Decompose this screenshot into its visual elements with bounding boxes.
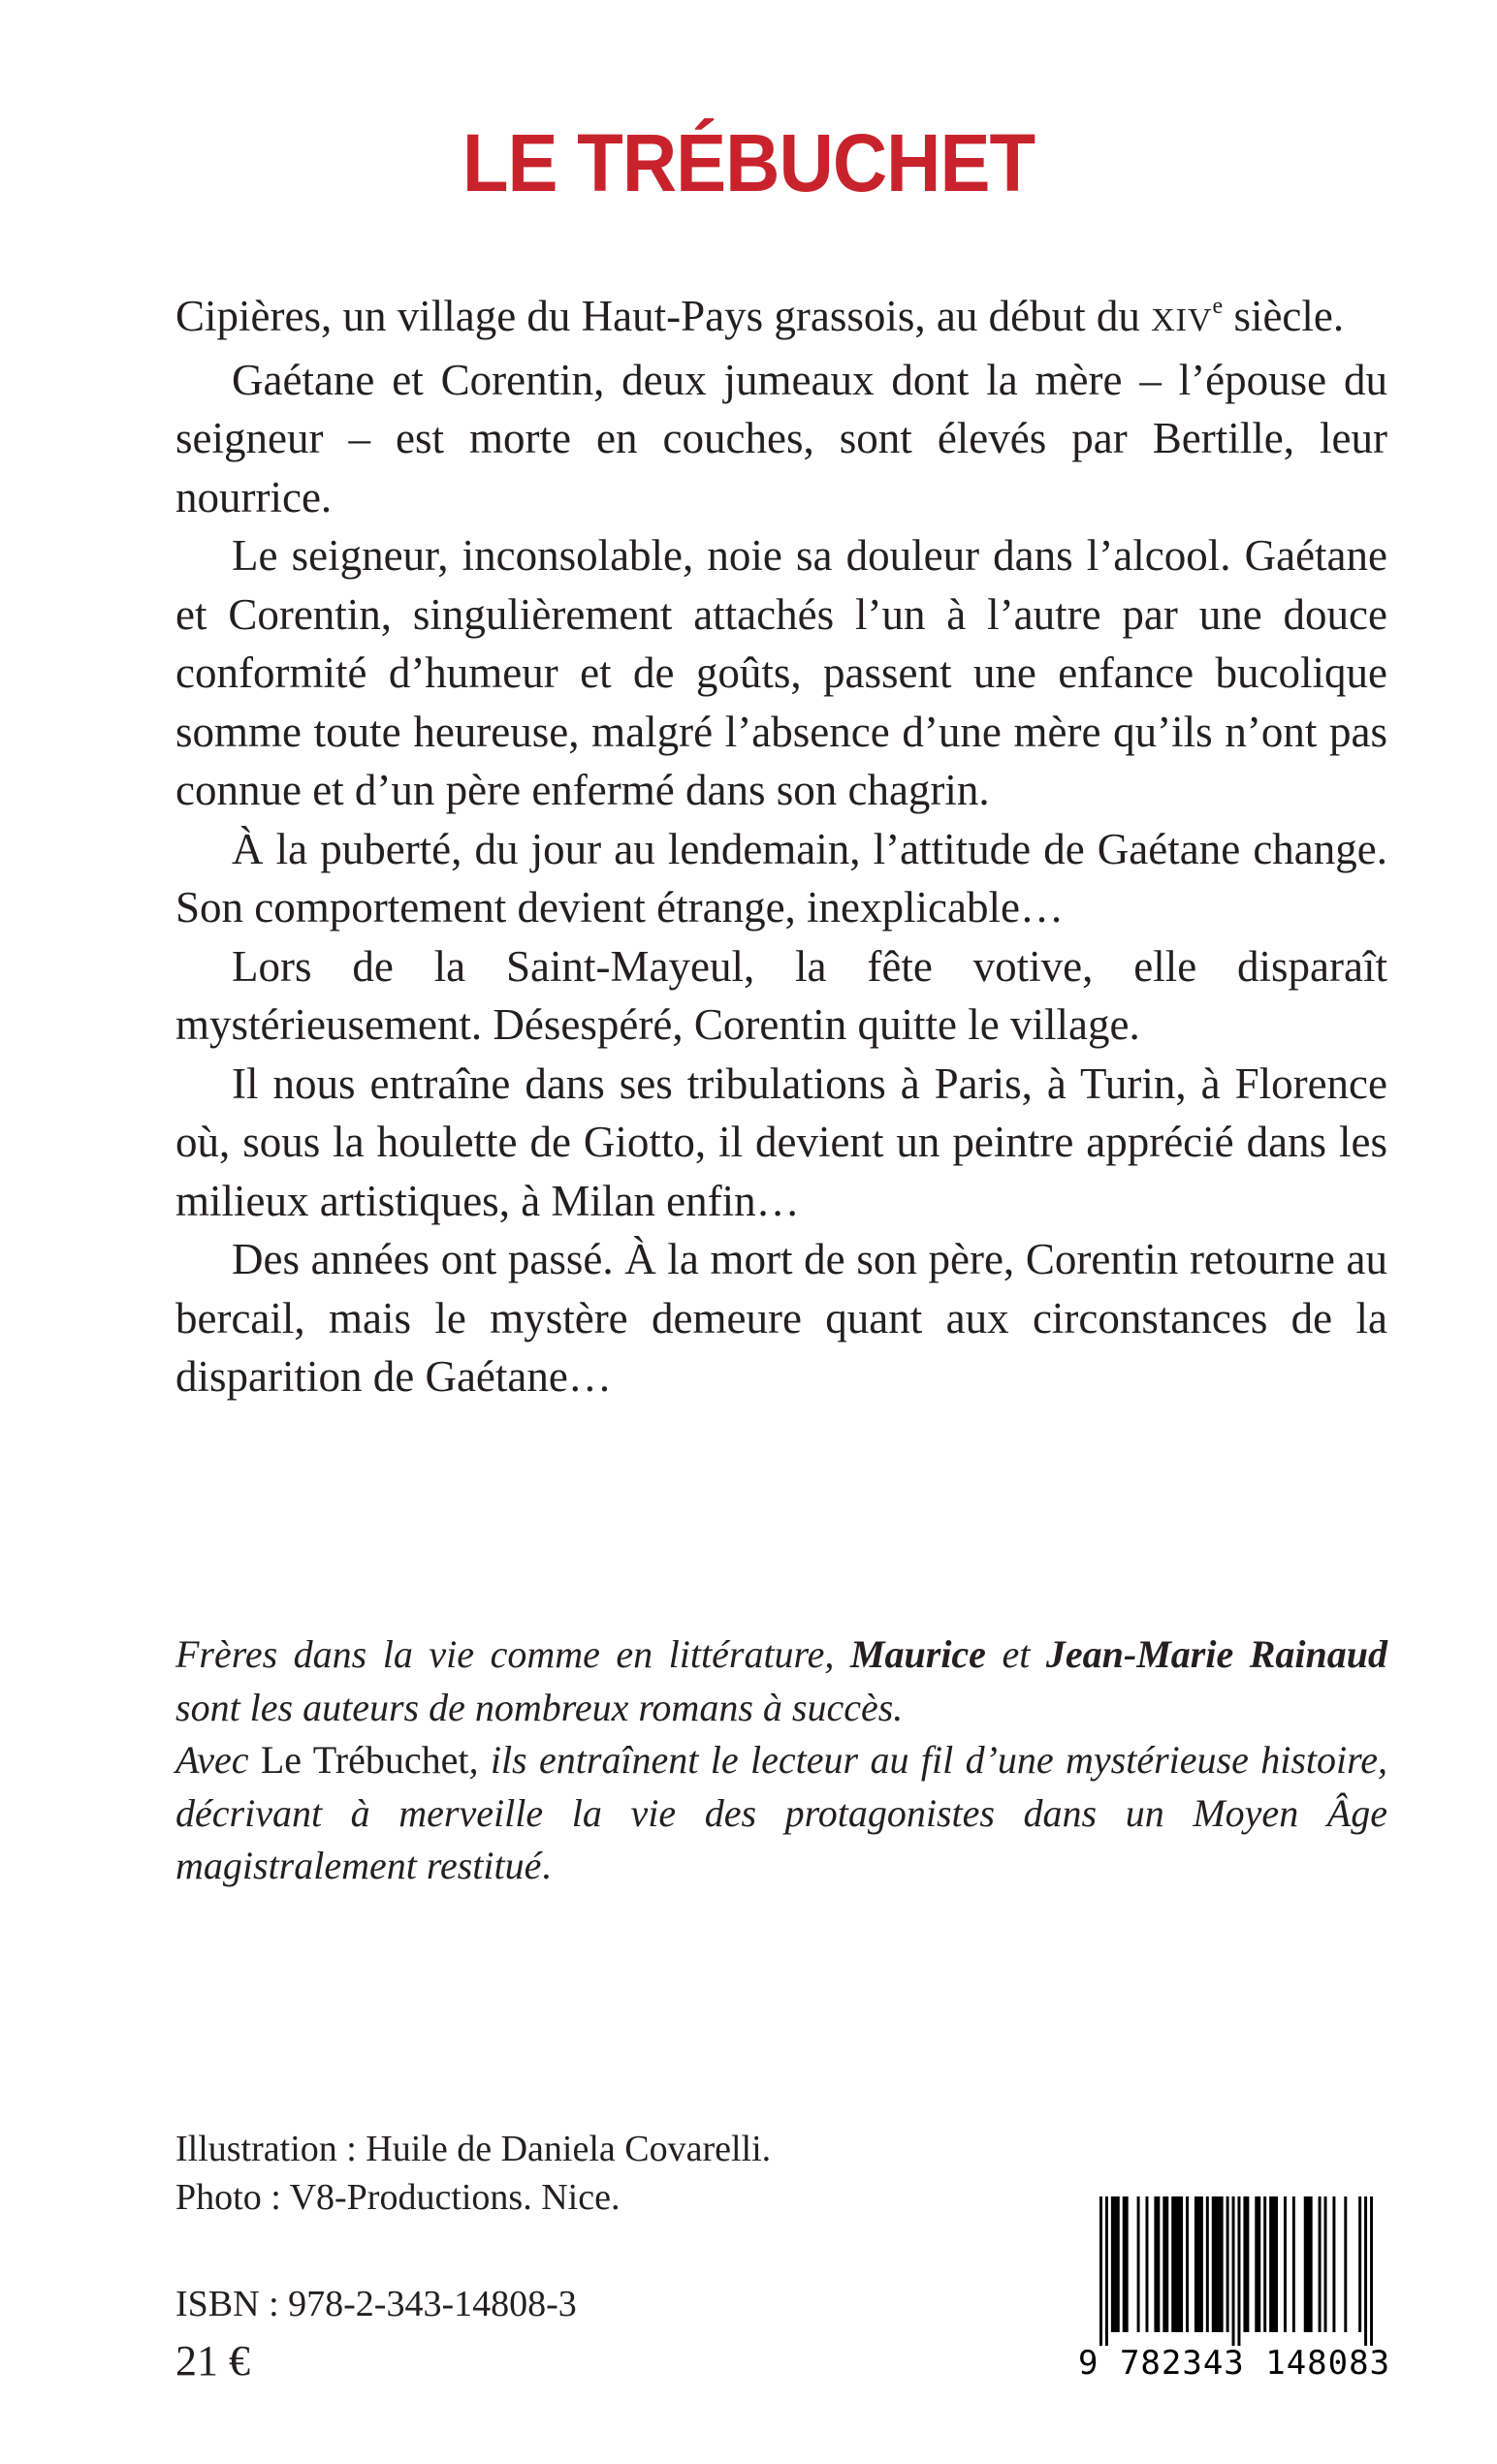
photo-credit: Photo : V8-Productions. Nice. bbox=[175, 2177, 621, 2218]
barcode-bar-1 bbox=[1105, 2196, 1108, 2346]
barcode-bar-20 bbox=[1284, 2196, 1287, 2332]
author-bio bbox=[175, 1628, 1387, 1893]
isbn-number: ISBN : 978-2-343-14808-3 bbox=[175, 2284, 577, 2324]
barcode-bar-13 bbox=[1226, 2196, 1229, 2332]
barcode-bar-14 bbox=[1232, 2196, 1235, 2346]
credits bbox=[175, 2125, 771, 2222]
bio-book-title: Le Trébuchet bbox=[260, 1738, 469, 1782]
century-suffix: e bbox=[1212, 294, 1224, 319]
synopsis-paragraph-7: Des années ont passé. À la mort de son père, Corentin retourne au bercail, mais le mystère demeure quant aux circonstances de la disparition de Gaétane… bbox=[175, 1235, 1387, 1401]
synopsis-paragraph-4: À la puberté, du jour au lendemain, l’attitude de Gaétane change. Son comportement devient étrange, inexplicable… bbox=[175, 824, 1387, 932]
barcode-bar-16 bbox=[1243, 2196, 1249, 2332]
barcode-bar-7 bbox=[1163, 2196, 1168, 2332]
bio-text-3: sont les auteurs de nombreux romans à succès. bbox=[175, 1685, 904, 1729]
barcode-bar-15 bbox=[1237, 2196, 1240, 2346]
bio-text-5: , ils entraînent le lecteur au fil d’une mystérieuse histoire, décrivant à merveille la vie des protagonistes dans un Moyen Âge magistralement restitué bbox=[175, 1738, 1387, 1887]
barcode-bar-5 bbox=[1145, 2196, 1148, 2332]
barcode-digits: 9 782343 148083 bbox=[1078, 2344, 1391, 2383]
barcode bbox=[1078, 2196, 1391, 2390]
price: 21 € bbox=[175, 2337, 250, 2385]
barcode-bar-27 bbox=[1358, 2196, 1361, 2332]
barcode-bars bbox=[1078, 2196, 1377, 2346]
barcode-bar-0 bbox=[1099, 2196, 1102, 2346]
century-numeral: XIV bbox=[1151, 302, 1213, 338]
bio-text-6: . bbox=[541, 1844, 552, 1887]
barcode-bar-12 bbox=[1212, 2196, 1224, 2332]
illustration-credit: Illustration : Huile de Daniela Covarelli. bbox=[175, 2129, 772, 2169]
barcode-bar-24 bbox=[1324, 2196, 1327, 2332]
barcode-bar-10 bbox=[1194, 2196, 1203, 2332]
synopsis-paragraph-1 bbox=[175, 287, 1387, 351]
barcode-bar-2 bbox=[1111, 2196, 1120, 2332]
barcode-bar-21 bbox=[1292, 2196, 1295, 2332]
author-name-maurice: Maurice bbox=[849, 1632, 986, 1676]
barcode-bar-22 bbox=[1304, 2196, 1313, 2332]
synopsis-p1-start: Cipières, un village du Haut-Pays grassois, au début du bbox=[175, 292, 1152, 340]
isbn bbox=[175, 2280, 577, 2328]
bio-text-4: Avec bbox=[175, 1738, 261, 1782]
barcode-bar-8 bbox=[1171, 2196, 1183, 2332]
bio-text-2: et bbox=[985, 1632, 1046, 1676]
barcode-bar-28 bbox=[1364, 2196, 1367, 2346]
synopsis-paragraph-5: Lors de la Saint-Mayeul, la fête votive, elle disparaît mystérieusement. Désespéré, Corentin quitte le village. bbox=[175, 941, 1387, 1049]
bio-text-1: Frères dans la vie comme en littérature, bbox=[175, 1632, 850, 1676]
barcode-bar-6 bbox=[1154, 2196, 1160, 2332]
synopsis-paragraph-2: Gaétane et Corentin, deux jumeaux dont la mère – l’épouse du seigneur – est morte en couches, sont élevés par Bertille, leur nourrice. bbox=[175, 355, 1387, 521]
barcode-bar-3 bbox=[1123, 2196, 1129, 2332]
synopsis-paragraph-6: Il nous entraîne dans ses tribulations à Paris, à Turin, à Florence où, sous la houlette de Giotto, il devient un peintre apprécié dans les milieux artistiques, à Milan enfin… bbox=[175, 1058, 1387, 1225]
author-name-jean-marie: Jean-Marie Rainaud bbox=[1045, 1632, 1388, 1676]
barcode-bar-9 bbox=[1186, 2196, 1189, 2332]
barcode-bar-11 bbox=[1206, 2196, 1209, 2332]
barcode-bar-23 bbox=[1319, 2196, 1322, 2332]
barcode-bar-17 bbox=[1255, 2196, 1260, 2332]
barcode-bar-18 bbox=[1263, 2196, 1266, 2332]
barcode-bar-25 bbox=[1332, 2196, 1335, 2332]
barcode-bar-26 bbox=[1344, 2196, 1347, 2332]
barcode-bar-29 bbox=[1370, 2196, 1373, 2346]
synopsis bbox=[175, 287, 1387, 1406]
synopsis-paragraph-3: Le seigneur, inconsolable, noie sa douleur dans l’alcool. Gaétane et Corentin, singulièrement attachés l’un à l’autre par une douce conformité d’humeur et de goûts, passent une enfance bucolique somme toute heureuse, malgré l’absence d’une mère qu’ils n’ont pas connue et d’un père enfermé dans son chagrin. bbox=[175, 531, 1387, 814]
barcode-bar-19 bbox=[1269, 2196, 1278, 2332]
synopsis-p1-end: siècle. bbox=[1223, 292, 1345, 340]
book-title: LE TRÉBUCHET bbox=[462, 116, 1035, 209]
barcode-bar-4 bbox=[1137, 2196, 1140, 2332]
